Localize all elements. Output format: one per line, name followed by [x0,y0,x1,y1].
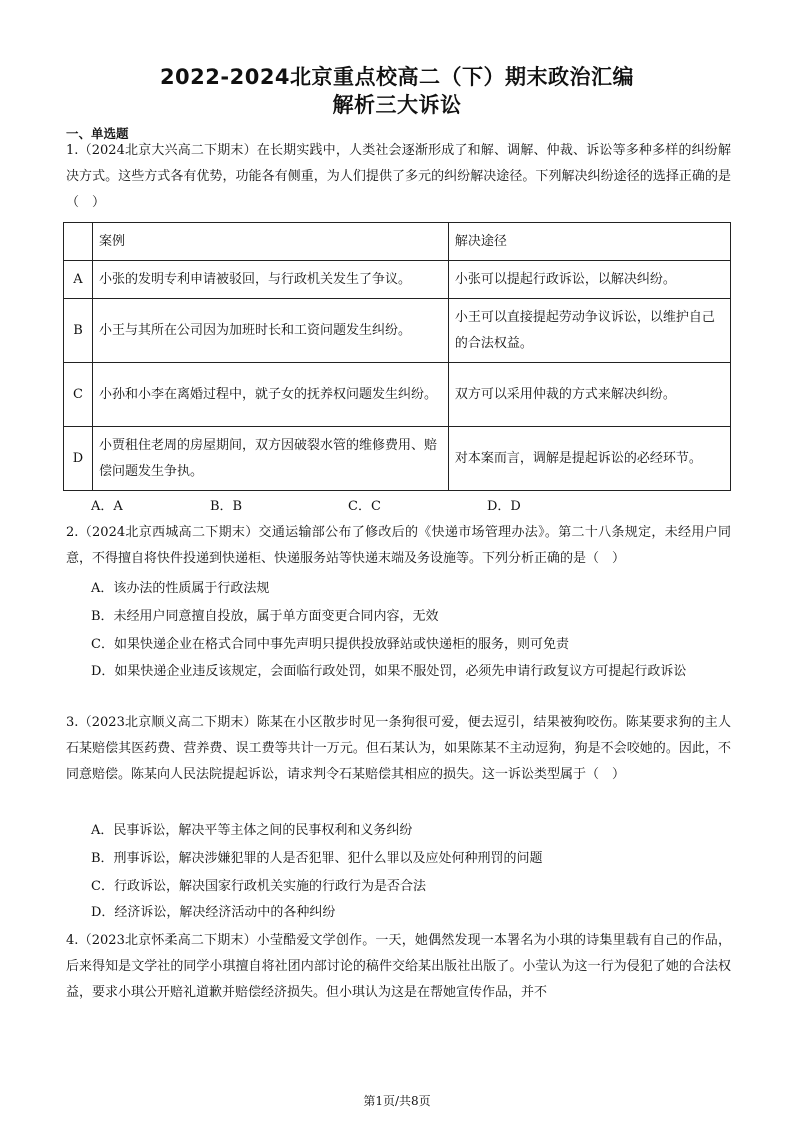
row-case: 小贾租住老周的房屋期间，双方因破裂水管的维修费用、赔偿问题发生争执。 [92,427,448,491]
q1-option-b: B．B [210,499,243,514]
q3-option-c: C．行政诉讼，解决国家行政机关实施的行政行为是否合法 [91,879,426,894]
document-title: 2022-2024北京重点校高二（下）期末政治汇编 [159,65,635,89]
q3-option-b: B．刑事诉讼，解决涉嫌犯罪的人是否犯罪、犯什么罪以及应处何种刑罚的问题 [91,851,543,866]
row-case: 小张的发明专利申请被驳回，与行政机关发生了争议。 [92,261,448,299]
q1-option-a: A．A [91,499,123,514]
q1-option-d: D．D [487,499,521,514]
table-header-label [64,223,93,261]
table-header-case: 案例 [92,223,448,261]
table-header-row [64,223,731,261]
q3-option-d: D．经济诉讼，解决经济活动中的各种纠纷 [91,905,336,920]
q2-option-a: A．该办法的性质属于行政法规 [91,581,270,596]
row-label: B [64,299,93,363]
page-number: 第1页/共8页 [363,1094,431,1108]
document-subtitle: 解析三大诉讼 [332,93,462,117]
row-solution: 小王可以直接提起劳动争议诉讼，以维护自己的合法权益。 [448,299,730,363]
q2-option-d: D．如果快递企业违反该规定，会面临行政处罚，如果不服处罚，必须先申请行政复议方可提起行政诉讼 [91,664,687,679]
question-1-table [63,222,731,491]
question-4-stem: 4.（2023北京怀柔高二下期末）小莹酷爱文学创作。一天，她偶然发现一本署名为小琪的诗集里载有自己的作品，后来得知是文学社的同学小琪擅自将社团内部讨论的稿件交给某出版社出版了。小莹认为这一行为侵犯了她的合法权益，要求小琪公开赔礼道歉并赔偿经济损失。但小琪认为这是在帮她宣传作品，并不 [66,933,731,1000]
q2-option-b: B．未经用户同意擅自投放，属于单方面变更合同内容，无效 [91,609,439,624]
q3-option-a: A．民事诉讼，解决平等主体之间的民事权利和义务纠纷 [91,823,413,838]
q1-option-c: C．C [348,499,381,514]
row-case: 小孙和小李在离婚过程中，就子女的抚养权问题发生纠纷。 [92,363,448,427]
row-label: C [64,363,93,427]
question-3-stem: 3.（2023北京顺义高二下期末）陈某在小区散步时见一条狗很可爱，便去逗引，结果被狗咬伤。陈某要求狗的主人石某赔偿其医药费、营养费、误工费等共计一万元。但石某认为，如果陈某不主动逗狗，狗是不会咬她的。因此，不同意赔偿。陈某向人民法院提起诉讼，请求判令石某赔偿其相应的损失。这一诉讼类型属于（ ） [66,715,731,782]
q2-option-c: C．如果快递企业在格式合同中事先声明只提供投放驿站或快递柜的服务，则可免责 [91,637,569,652]
table-row [64,363,731,427]
row-case: 小王与其所在公司因为加班时长和工资问题发生纠纷。 [92,299,448,363]
table-row [64,261,731,299]
row-solution: 小张可以提起行政诉讼，以解决纠纷。 [448,261,730,299]
table-row [64,299,731,363]
section-heading: 一、单选题 [66,126,129,141]
question-1-stem: 1.（2024北京大兴高二下期末）在长期实践中，人类社会逐渐形成了和解、调解、仲裁、诉讼等多种多样的纠纷解决方式。这些方式各有优势，功能各有侧重，为人们提供了多元的纠纷解决途径。下列解决纠纷途径的选择正确的是（ ） [66,143,731,210]
row-solution: 双方可以采用仲裁的方式来解决纠纷。 [448,363,730,427]
row-label: D [64,427,93,491]
row-solution: 对本案而言，调解是提起诉讼的必经环节。 [448,427,730,491]
table-row [64,427,731,491]
question-2-stem: 2.（2024北京西城高二下期末）交通运输部公布了修改后的《快递市场管理办法》。第二十八条规定，未经用户同意，不得擅自将快件投递到快递柜、快递服务站等快递末端及务设施等。下列分析正确的是（ ） [66,525,731,566]
table-header-solution: 解决途径 [448,223,730,261]
row-label: A [64,261,93,299]
